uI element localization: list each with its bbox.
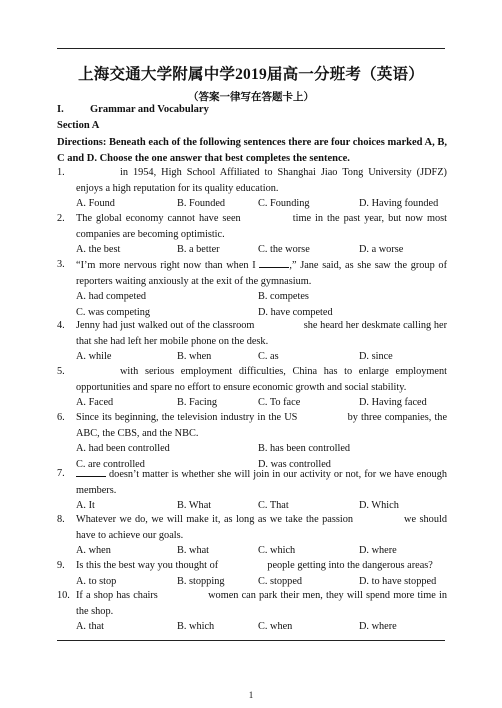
- option-d: D. since: [359, 351, 393, 362]
- option-d: D. Having faced: [359, 397, 427, 408]
- option-a: A. It: [76, 500, 95, 511]
- option-b: B. Facing: [177, 397, 218, 408]
- option-b: B. a better: [177, 244, 220, 255]
- question-number: 6.: [57, 412, 65, 423]
- option-d: D. a worse: [359, 244, 404, 255]
- question-6: [57, 410, 447, 472]
- question-options: [76, 349, 447, 365]
- exam-subtitle: （答案一律写在答题卡上）: [188, 92, 314, 103]
- part-title: Grammar and Vocabulary: [90, 104, 209, 115]
- question-4: [57, 318, 447, 365]
- option-b: B. what: [177, 545, 210, 556]
- option-a: A. to stop: [76, 575, 117, 587]
- option-d: D. where: [359, 545, 397, 556]
- question-number: 8.: [57, 514, 65, 525]
- option-a: A. the best: [76, 244, 121, 255]
- question-stem: Jenny had just walked out of the classroom she heard her deskmate calling her that she had left her mobile phone on the desk.: [76, 320, 447, 347]
- question-2: [57, 211, 447, 258]
- question-9: [57, 558, 447, 589]
- question-stem: Whatever we do, we will make it, as long as we take the passion we should have to achieve our goals.: [76, 514, 447, 541]
- exam-title: 上海交通大学附属中学2019届高一分班考（英语）: [78, 66, 424, 83]
- question-number: 3.: [57, 259, 65, 270]
- option-a: A. Faced: [76, 397, 114, 408]
- option-d: D. have competed: [258, 306, 333, 318]
- question-number: 4.: [57, 320, 65, 331]
- question-number: 5.: [57, 366, 65, 377]
- option-b: B. Founded: [177, 198, 226, 209]
- question-8: [57, 512, 447, 559]
- question-options: [76, 543, 447, 559]
- question-options: [76, 242, 447, 258]
- option-c: C. which: [258, 545, 296, 556]
- question-number: 10.: [57, 590, 70, 601]
- question-stem: with serious employment difficulties, China has to enlarge employment opportunities and spare no effort to ensure economic growth and social stability.: [76, 366, 447, 393]
- question-number: 7.: [57, 468, 65, 479]
- question-stem: The global economy cannot have seen time in the past year, but now most companies are becoming optimistic.: [76, 213, 448, 240]
- option-b: B. which: [177, 621, 215, 632]
- option-d: D. to have stopped: [359, 575, 437, 587]
- question-1: [57, 165, 447, 212]
- part-number: I.: [57, 104, 64, 115]
- question-stem: doesn’t matter is whether she will join in our activity or not, for we have enough members.: [76, 466, 447, 498]
- question-options: [76, 574, 447, 590]
- question-7: [57, 466, 447, 514]
- question-stem: If a shop has chairs women can park their men, they will spend more time in the shop.: [76, 590, 447, 617]
- question-5: [57, 364, 447, 411]
- section-label: Section A: [57, 120, 100, 131]
- option-c: C. as: [258, 351, 279, 362]
- option-b: B. has been controlled: [258, 443, 351, 454]
- option-c: C. That: [258, 500, 289, 511]
- option-a: A. had competed: [76, 291, 147, 302]
- question-options: [76, 619, 447, 635]
- question-number: 2.: [57, 213, 65, 224]
- option-a: A. had been controlled: [76, 443, 170, 454]
- option-d: D. was controlled: [258, 458, 331, 470]
- top-rule: [57, 48, 445, 49]
- option-b: B. stopping: [177, 575, 225, 587]
- option-c: C. stopped: [258, 575, 303, 587]
- option-b: B. competes: [258, 291, 309, 302]
- answer-blank: [259, 257, 289, 268]
- option-c: C. when: [258, 621, 293, 632]
- answer-blank: [76, 466, 106, 477]
- question-stem: in 1954, High School Affiliated to Shanghai Jiao Tong University (JDFZ) enjoys a high reputation for its quality education.: [76, 167, 447, 194]
- option-c: C. the worse: [258, 244, 310, 255]
- option-b: B. What: [177, 500, 212, 511]
- question-number: 9.: [57, 560, 65, 571]
- question-stem: Since its beginning, the television industry in the US by three companies, the ABC, the CBS, and the NBC.: [76, 412, 448, 439]
- question-options: [76, 441, 447, 457]
- question-stem: Is this the best way you thought of people getting into the dangerous areas?: [76, 560, 433, 571]
- question-3: [57, 257, 447, 320]
- option-c: C. are controlled: [76, 458, 145, 470]
- question-options: [76, 196, 447, 212]
- option-b: B. when: [177, 351, 212, 362]
- question-options: [76, 289, 447, 305]
- option-a: A. while: [76, 351, 112, 362]
- option-d: D. where: [359, 621, 397, 632]
- option-a: A. when: [76, 545, 111, 556]
- question-options: [76, 395, 447, 411]
- bottom-rule: [57, 640, 445, 641]
- page-number: 1: [248, 690, 254, 700]
- option-a: A. Found: [76, 198, 115, 209]
- question-number: 1.: [57, 167, 65, 178]
- option-c: C. was competing: [76, 306, 151, 318]
- option-c: C. To face: [258, 397, 301, 408]
- directions: Directions: Beneath each of the following sentences there are four choices marked A, B, C and D. Choose the one answer that best completes the sentence.: [57, 137, 447, 164]
- option-d: D. Which: [359, 500, 399, 511]
- option-d: D. Having founded: [359, 198, 439, 209]
- option-a: A. that: [76, 621, 105, 632]
- question-10: [57, 588, 447, 635]
- option-c: C. Founding: [258, 198, 310, 209]
- question-stem: “I’m more nervous right now than when I ,” Jane said, as she saw the group of reporters waiting anxiously at the exit of the gymnasium.: [76, 257, 447, 289]
